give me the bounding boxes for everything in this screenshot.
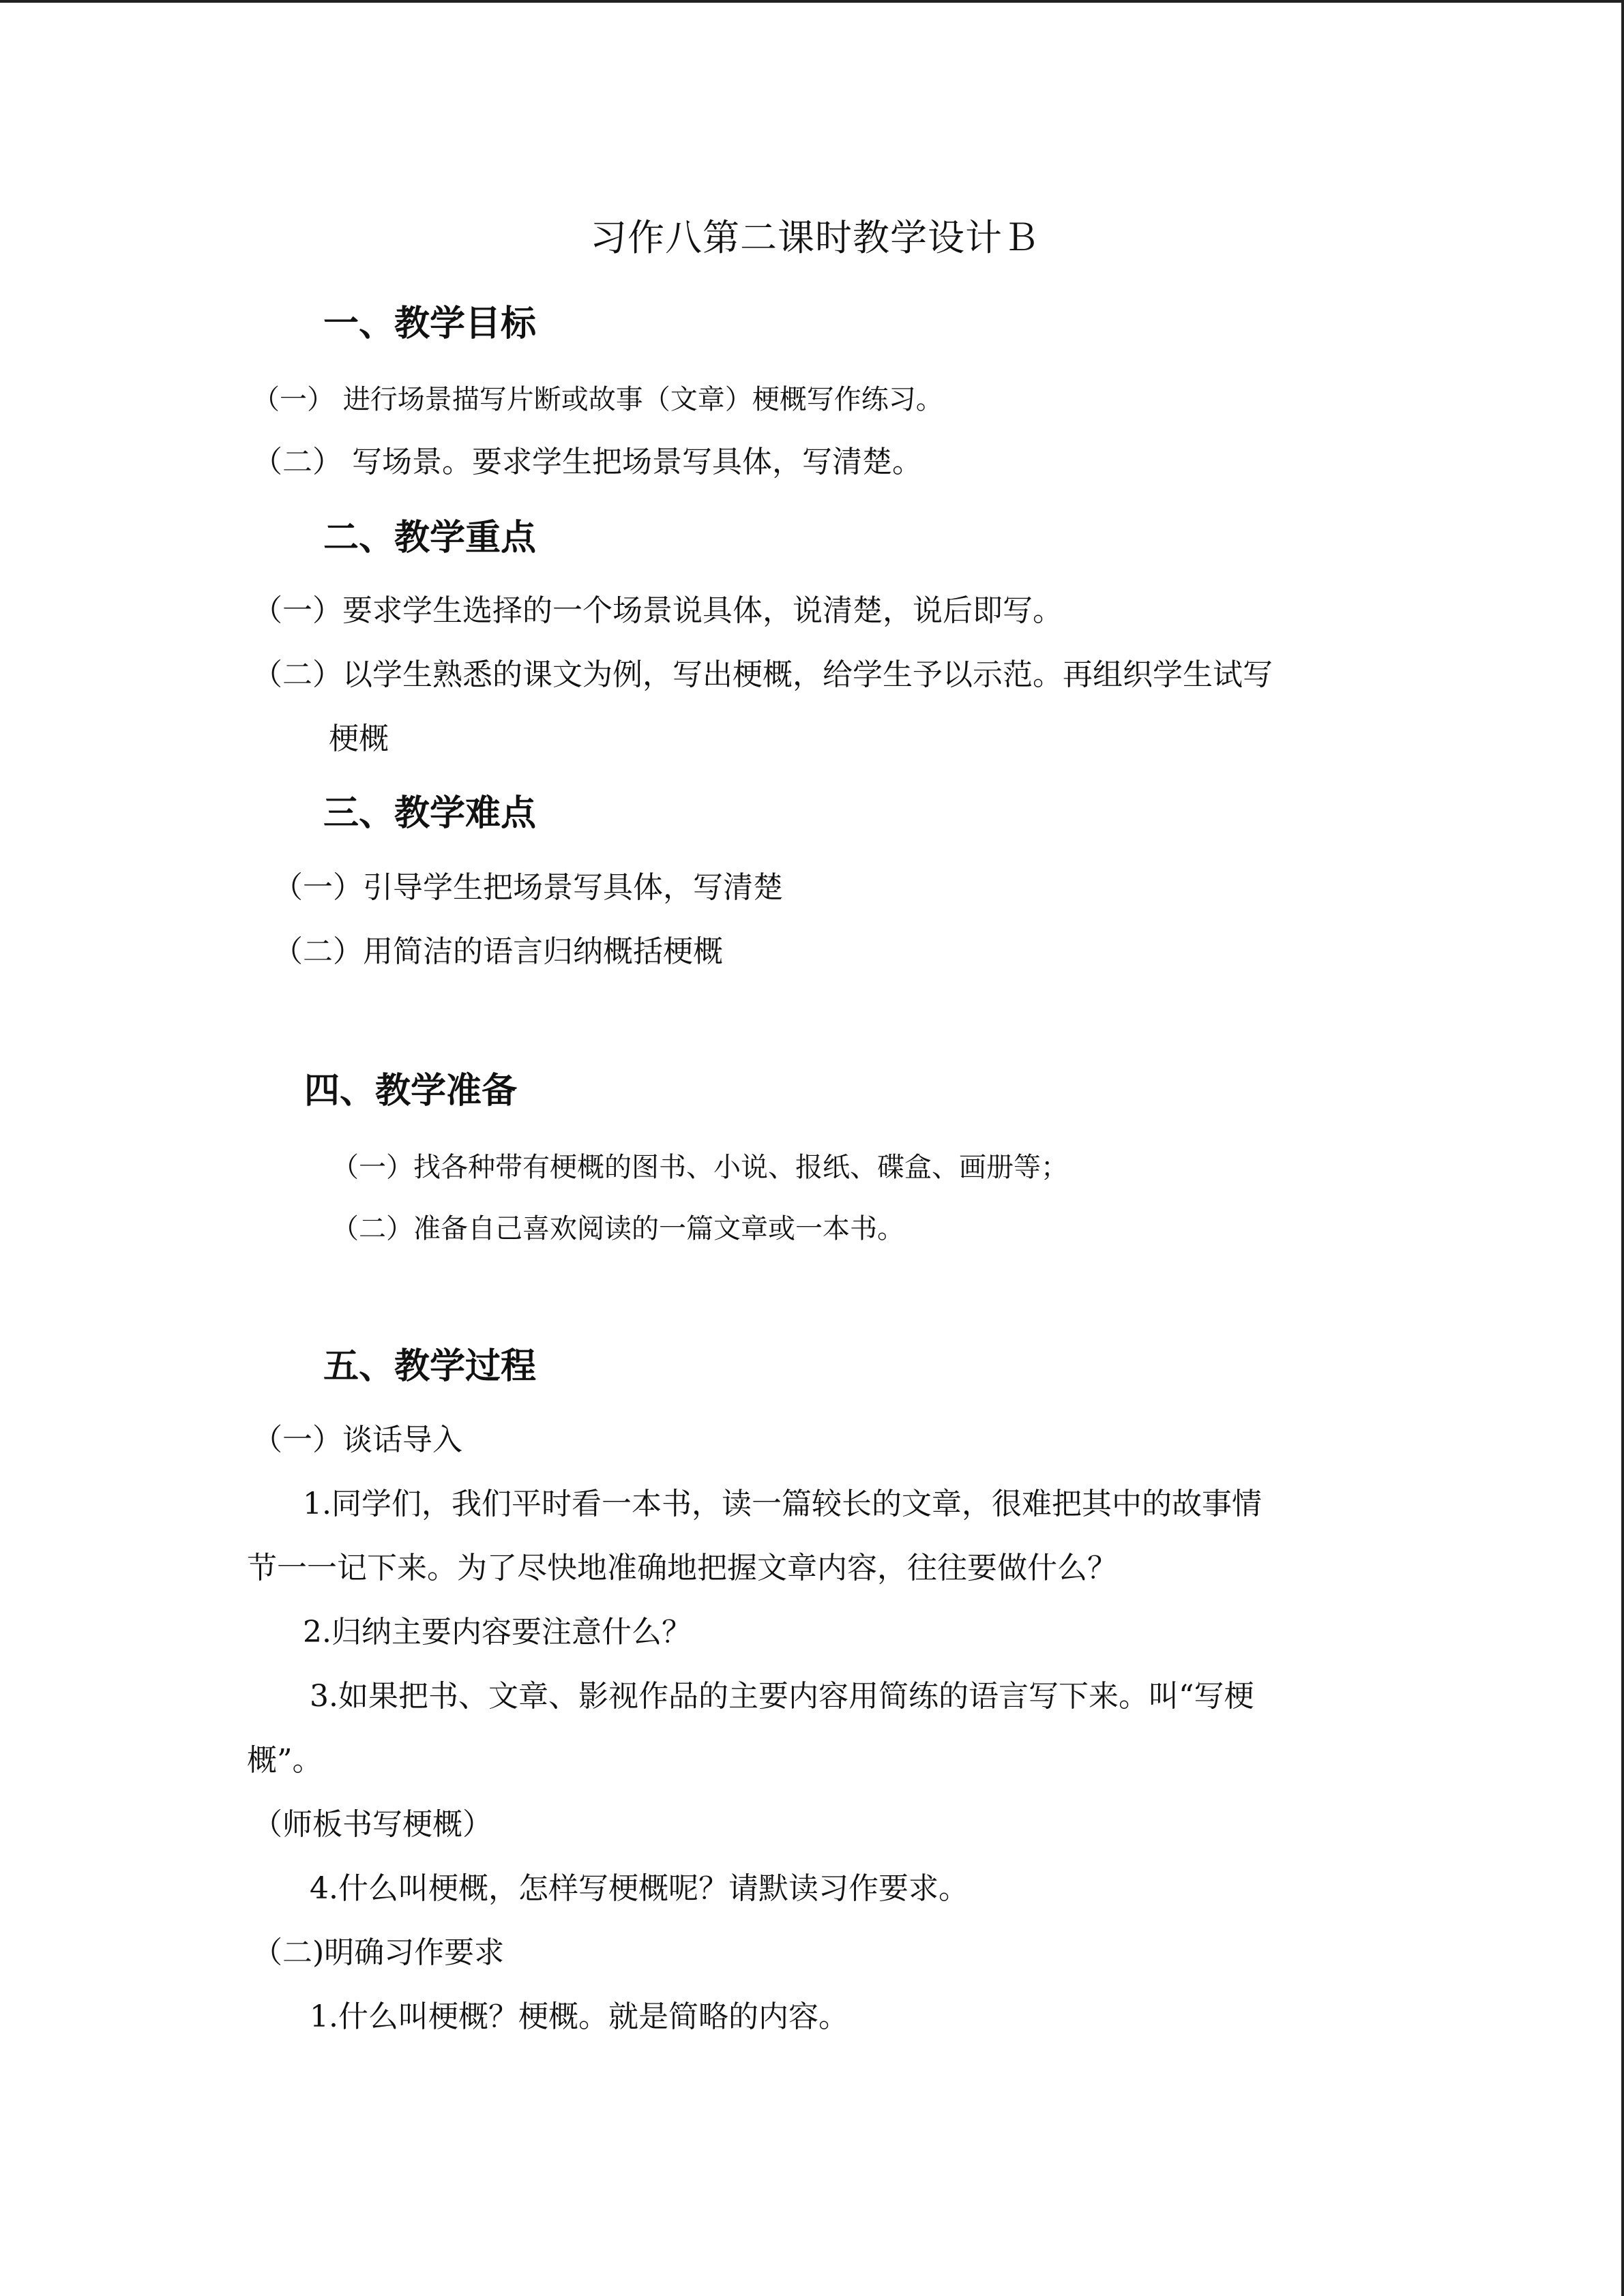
process-paragraph-1: 1.同学们，我们平时看一本书，读一篇较长的文章，很难把其中的故事情 [303,1487,1262,1521]
key-point-item-2-cont: 梗概 [329,721,389,756]
difficulty-item-1: （一）引导学生把场景写具体，写清楚 [273,870,783,905]
key-point-item-1: （一）要求学生选择的一个场景说具体，说清楚，说后即写。 [252,593,1063,628]
preparation-item-1: （一）找各种带有梗概的图书、小说、报纸、碟盒、画册等； [331,1152,1068,1183]
page-title: 习作八第二课时教学设计Ｂ [590,216,1040,259]
process-paragraph-3: 3.如果把书、文章、影视作品的主要内容用简练的语言写下来。叫“写梗 [310,1679,1254,1714]
process-paragraph-5: 1.什么叫梗概？梗概。就是简略的内容。 [310,1999,848,2034]
objective-item-2: （二） 写场景。要求学生把场景写具体，写清楚。 [252,445,922,479]
process-paragraph-2: 2.归纳主要内容要注意什么？ [303,1615,692,1650]
process-subheading-requirements: （二)明确习作要求 [252,1935,505,1970]
section-heading-key-points: 二、教学重点 [323,518,537,558]
preparation-item-2: （二）准备自己喜欢阅读的一篇文章或一本书。 [331,1213,904,1244]
page-border-top [0,0,1624,3]
objective-item-1: （一） 进行场景描写片断或故事（文章）梗概写作练习。 [252,384,943,415]
difficulty-item-2: （二）用简洁的语言归纳概括梗概 [273,934,723,969]
process-board-note: （师板书写梗概） [252,1807,492,1842]
page-border-right [1621,0,1624,2296]
section-heading-difficulties: 三、教学难点 [323,793,537,834]
process-paragraph-3-cont: 概”。 [247,1743,323,1778]
section-heading-process: 五、教学过程 [323,1346,537,1387]
key-point-item-2: （二）以学生熟悉的课文为例，写出梗概，给学生予以示范。再组织学生试写 [252,657,1273,692]
section-heading-preparation: 四、教学准备 [304,1071,518,1112]
process-subheading-intro: （一）谈话导入 [252,1422,462,1457]
process-paragraph-1-cont: 节一一记下来。为了尽快地准确地把握文章内容，往往要做什么？ [247,1551,1117,1585]
process-paragraph-4: 4.什么叫梗概，怎样写梗概呢？请默读习作要求。 [310,1871,969,1906]
section-heading-objectives: 一、教学目标 [323,303,537,344]
